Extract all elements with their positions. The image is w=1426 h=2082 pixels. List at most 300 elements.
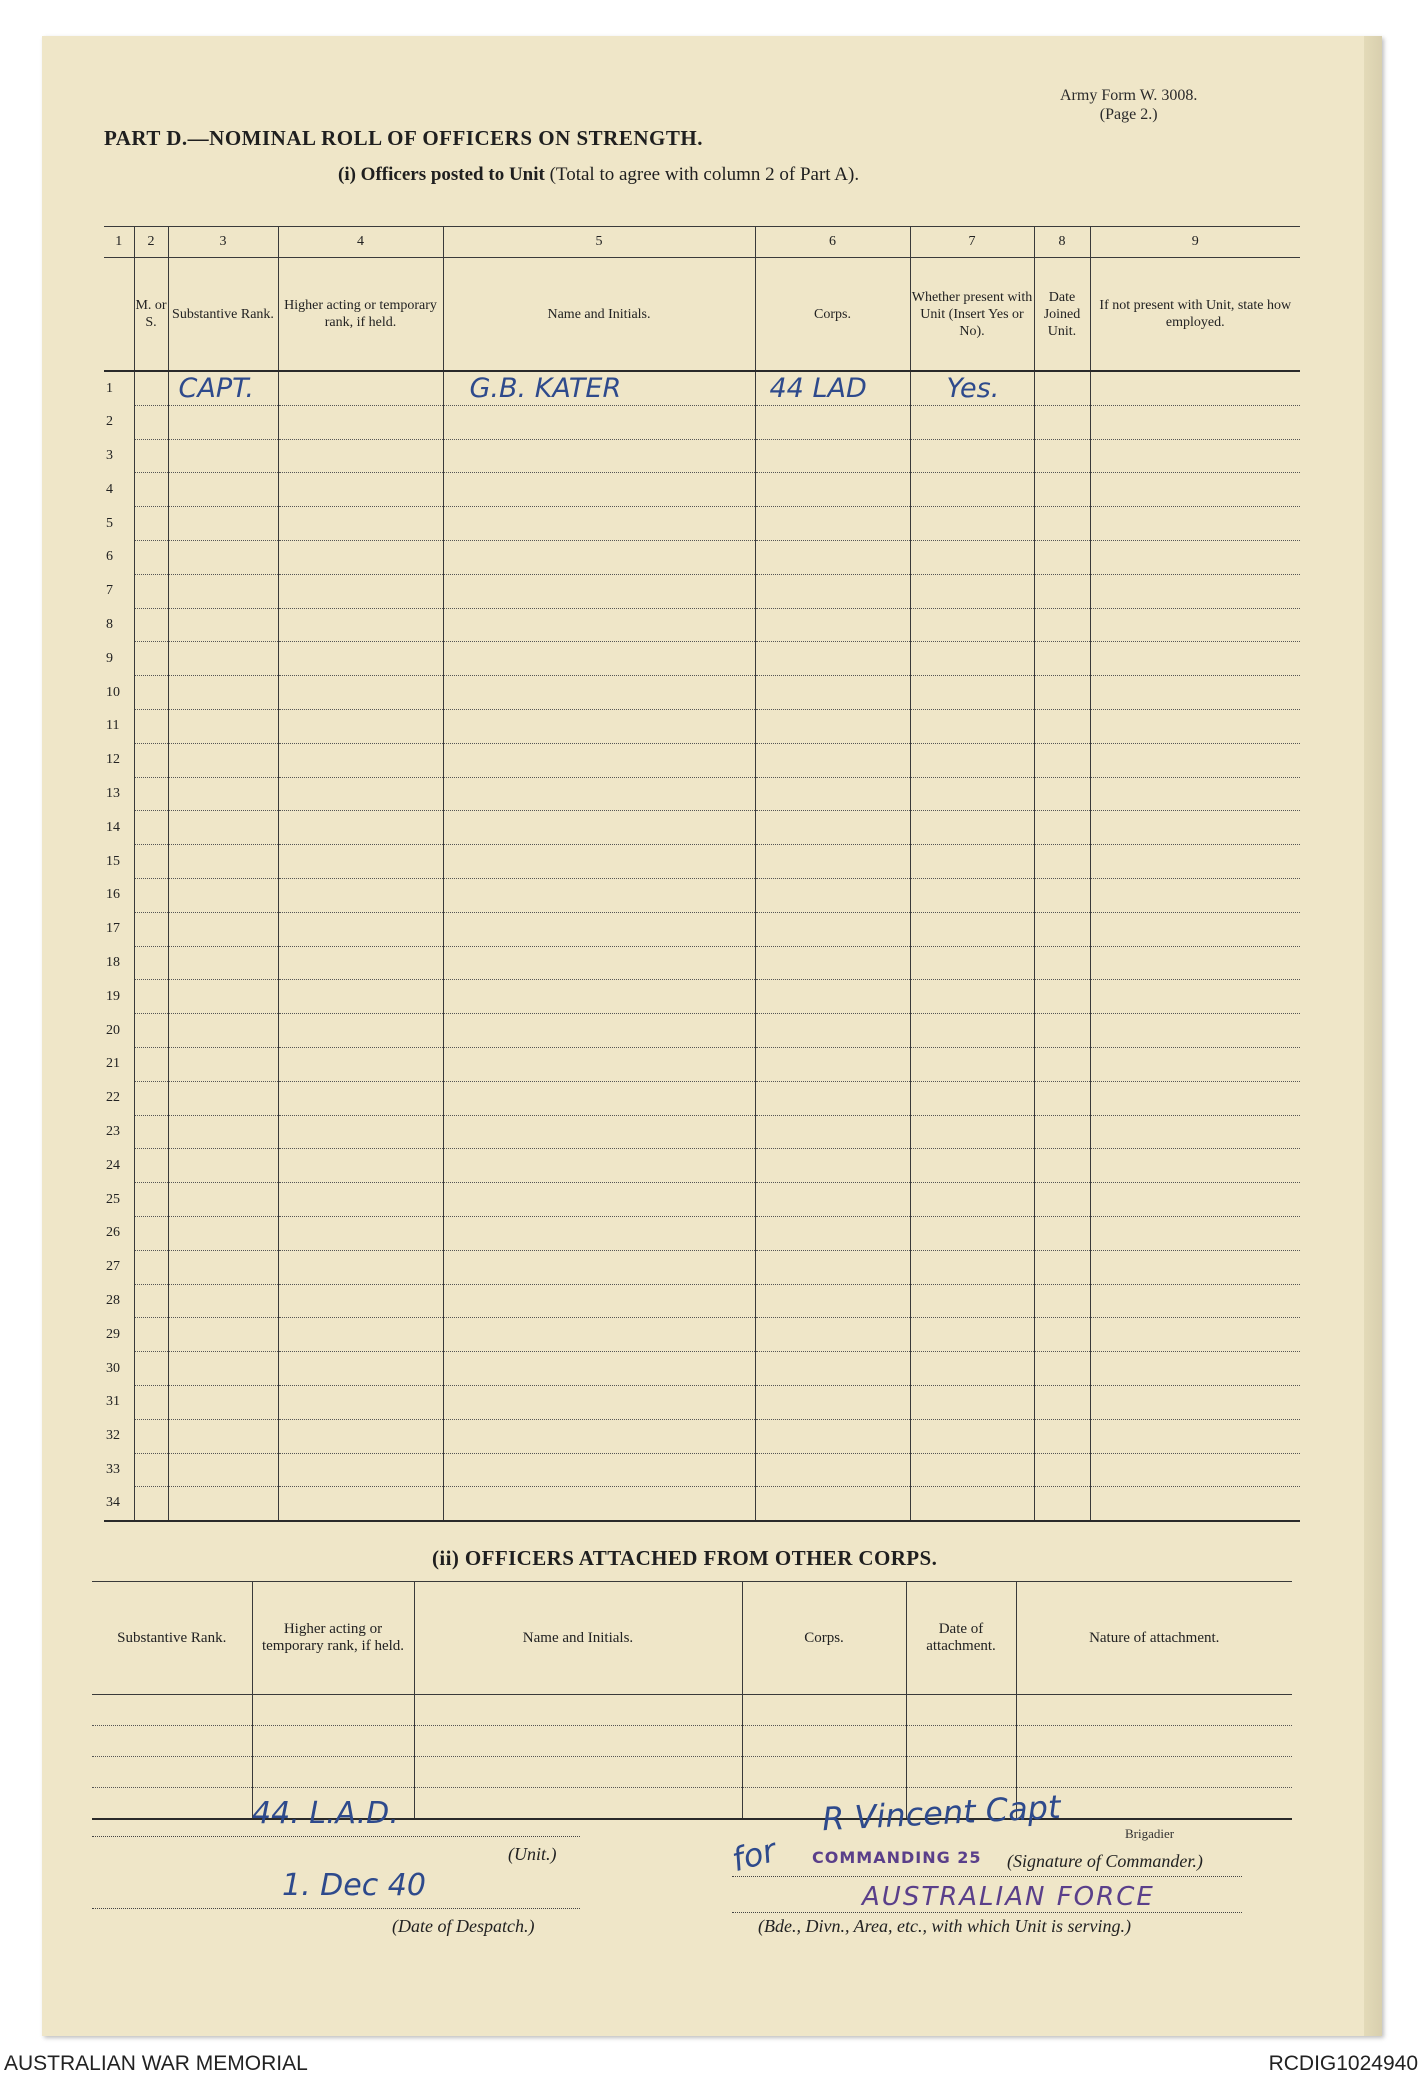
column-header: Name and Initials. <box>443 258 755 372</box>
column-number: 5 <box>443 227 755 258</box>
roll-cell-joined <box>1034 540 1090 574</box>
roll-cell-employed <box>1090 676 1300 710</box>
roll-cell-rank <box>168 811 278 845</box>
roll-cell-employed <box>1090 574 1300 608</box>
roll-cell-rank <box>168 1487 278 1521</box>
roll-cell-joined <box>1034 1216 1090 1250</box>
roll-cell-present <box>910 1419 1034 1453</box>
roll-cell-employed <box>1090 1385 1300 1419</box>
roll-cell-rank <box>168 1318 278 1352</box>
roll-cell-higher <box>278 811 443 845</box>
section1-prefix: (i) Officers posted to Unit <box>338 164 545 185</box>
despatch-value: 1. Dec 40 <box>282 1868 426 1903</box>
row-number: 27 <box>106 1259 120 1275</box>
nominal-roll-table <box>104 226 1300 1522</box>
roll-cell-name <box>443 1047 755 1081</box>
row-number: 28 <box>106 1292 120 1308</box>
roll-cell-corps <box>755 1216 910 1250</box>
roll-cell-name <box>443 1419 755 1453</box>
roll-cell-rank <box>168 676 278 710</box>
roll-cell-employed <box>1090 1216 1300 1250</box>
roll-cell-ms <box>134 980 168 1014</box>
unit-value: 44. L.A.D. <box>252 1796 399 1831</box>
signature-value: R Vincent Capt <box>821 1787 1062 1839</box>
roll-cell-rank <box>168 878 278 912</box>
roll-cell-rank <box>168 743 278 777</box>
roll-cell-higher <box>278 1149 443 1183</box>
row-number: 14 <box>106 819 120 835</box>
roll-cell-name <box>443 912 755 946</box>
roll-cell-ms <box>134 1318 168 1352</box>
roll-cell-corps <box>755 912 910 946</box>
roll-row <box>104 1419 1300 1453</box>
bde-line <box>732 1912 1242 1913</box>
roll-cell-employed <box>1090 777 1300 811</box>
roll-cell-name <box>443 439 755 473</box>
roll-row <box>104 878 1300 912</box>
roll-cell-joined <box>1034 1487 1090 1521</box>
roll-cell-present <box>910 1149 1034 1183</box>
roll-cell-joined <box>1034 642 1090 676</box>
roll-cell-rank <box>168 946 278 980</box>
roll-cell-joined <box>1034 1385 1090 1419</box>
roll-cell-higher <box>278 1284 443 1318</box>
roll-row <box>104 439 1300 473</box>
roll-cell-ms <box>134 439 168 473</box>
row-number: 33 <box>106 1461 120 1477</box>
column-number: 4 <box>278 227 443 258</box>
roll-cell-rank <box>168 642 278 676</box>
roll-row <box>104 1250 1300 1284</box>
roll-row <box>104 473 1300 507</box>
row-number: 7 <box>106 583 113 599</box>
roll-cell-rank <box>168 439 278 473</box>
row-number: 22 <box>106 1090 120 1106</box>
roll-cell-joined <box>1034 946 1090 980</box>
roll-cell-present <box>910 912 1034 946</box>
section1-title <box>338 164 859 186</box>
roll-cell-corps <box>755 946 910 980</box>
roll-cell-higher <box>278 507 443 541</box>
roll-cell-rank <box>168 1081 278 1115</box>
roll-cell-rank <box>168 405 278 439</box>
roll-cell-employed <box>1090 878 1300 912</box>
attach-cell <box>1016 1757 1292 1788</box>
roll-cell-joined <box>1034 912 1090 946</box>
roll-cell-corps <box>755 777 910 811</box>
roll-cell-corps <box>755 1318 910 1352</box>
roll-cell-ms <box>134 878 168 912</box>
roll-cell-rank <box>168 845 278 879</box>
roll-cell-employed <box>1090 1419 1300 1453</box>
attach-cell <box>414 1757 742 1788</box>
roll-cell-corps <box>755 1183 910 1217</box>
roll-cell-joined <box>1034 676 1090 710</box>
roll-cell-employed <box>1090 1250 1300 1284</box>
roll-cell-employed <box>1090 540 1300 574</box>
roll-cell-rank <box>168 540 278 574</box>
page-number: (Page 2.) <box>1099 106 1158 123</box>
row-number: 13 <box>106 785 120 801</box>
despatch-label: (Date of Despatch.) <box>392 1916 535 1936</box>
roll-cell-joined <box>1034 1352 1090 1386</box>
roll-cell-corps <box>755 1419 910 1453</box>
attach-cell <box>906 1726 1016 1757</box>
roll-cell-present <box>910 777 1034 811</box>
roll-cell-present <box>910 676 1034 710</box>
row-number: 19 <box>106 988 120 1004</box>
roll-cell-corps <box>755 980 910 1014</box>
roll-cell-employed <box>1090 1183 1300 1217</box>
stamp-line1: COMMANDING 25 <box>812 1848 982 1867</box>
roll-cell-name <box>443 507 755 541</box>
attach-column-header: Name and Initials. <box>414 1582 742 1695</box>
roll-cell-ms <box>134 540 168 574</box>
roll-cell-joined <box>1034 1183 1090 1217</box>
roll-cell-ms <box>134 1047 168 1081</box>
roll-row <box>104 1183 1300 1217</box>
roll-cell-ms <box>134 912 168 946</box>
roll-cell-corps <box>755 676 910 710</box>
roll-cell-joined <box>1034 1318 1090 1352</box>
roll-cell-corps <box>755 845 910 879</box>
roll-cell-joined <box>1034 1081 1090 1115</box>
roll-cell-ms <box>134 507 168 541</box>
roll-cell-higher <box>278 1419 443 1453</box>
roll-cell-joined <box>1034 1149 1090 1183</box>
roll-cell-ms <box>134 845 168 879</box>
attach-cell <box>252 1695 414 1726</box>
roll-cell-corps <box>755 743 910 777</box>
roll-cell-name <box>443 1487 755 1521</box>
roll-cell-higher <box>278 845 443 879</box>
roll-cell-name <box>443 608 755 642</box>
roll-cell-rank <box>168 1216 278 1250</box>
roll-cell-name <box>443 642 755 676</box>
attach-column-header: Date of attachment. <box>906 1582 1016 1695</box>
row-number: 3 <box>106 447 113 463</box>
roll-cell-employed <box>1090 1453 1300 1487</box>
roll-cell-corps <box>755 1047 910 1081</box>
attach-cell <box>414 1726 742 1757</box>
roll-row <box>104 676 1300 710</box>
row-number: 34 <box>104 1487 134 1521</box>
roll-row <box>104 912 1300 946</box>
roll-cell-higher <box>278 1352 443 1386</box>
roll-cell-present <box>910 1216 1034 1250</box>
roll-cell-name <box>443 1453 755 1487</box>
roll-cell-corps <box>755 1453 910 1487</box>
roll-cell-ms <box>134 405 168 439</box>
roll-cell-joined <box>1034 1250 1090 1284</box>
roll-cell-joined <box>1034 439 1090 473</box>
row-number: 12 <box>106 752 120 768</box>
roll-cell-name <box>443 1352 755 1386</box>
roll-cell-corps <box>755 574 910 608</box>
row-number: 10 <box>106 684 120 700</box>
roll-cell-rank: CAPT. <box>168 371 278 405</box>
form-reference <box>1060 86 1197 124</box>
attach-cell <box>742 1757 906 1788</box>
roll-cell-ms <box>134 777 168 811</box>
roll-row <box>104 777 1300 811</box>
roll-cell-joined <box>1034 980 1090 1014</box>
roll-cell-employed <box>1090 1318 1300 1352</box>
roll-cell-present <box>910 845 1034 879</box>
roll-cell-ms <box>134 574 168 608</box>
roll-cell-employed <box>1090 1115 1300 1149</box>
roll-cell-ms <box>134 608 168 642</box>
roll-cell-name <box>443 1385 755 1419</box>
roll-cell-rank <box>168 1352 278 1386</box>
roll-cell-name <box>443 709 755 743</box>
stamp-line2: AUSTRALIAN FORCE <box>862 1882 1155 1912</box>
roll-cell-employed <box>1090 845 1300 879</box>
column-number: 8 <box>1034 227 1090 258</box>
roll-cell-corps <box>755 439 910 473</box>
attach-cell <box>92 1695 252 1726</box>
roll-cell-present <box>910 980 1034 1014</box>
roll-cell-rank <box>168 574 278 608</box>
roll-cell-ms <box>134 642 168 676</box>
attach-column-header: Nature of attachment. <box>1016 1582 1292 1695</box>
roll-cell-higher <box>278 1250 443 1284</box>
roll-cell-higher <box>278 574 443 608</box>
roll-cell-ms <box>134 371 168 405</box>
roll-row <box>104 1487 1300 1521</box>
attach-column-header: Corps. <box>742 1582 906 1695</box>
roll-cell-present <box>910 642 1034 676</box>
roll-row <box>104 709 1300 743</box>
roll-cell-higher <box>278 676 443 710</box>
attach-cell <box>252 1757 414 1788</box>
roll-cell-higher <box>278 1487 443 1521</box>
attach-cell <box>1016 1726 1292 1757</box>
row-number: 2 <box>106 414 113 430</box>
column-header: M. or S. <box>134 258 168 372</box>
roll-cell-employed <box>1090 1081 1300 1115</box>
column-header: Substantive Rank. <box>168 258 278 372</box>
roll-cell-name <box>443 777 755 811</box>
roll-cell-rank <box>168 1047 278 1081</box>
roll-cell-joined <box>1034 473 1090 507</box>
roll-cell-employed <box>1090 371 1300 405</box>
roll-row <box>104 371 1300 405</box>
signature-for: for <box>727 1830 781 1880</box>
roll-cell-higher <box>278 1047 443 1081</box>
row-number: 15 <box>106 853 120 869</box>
column-header: Higher acting or temporary rank, if held. <box>278 258 443 372</box>
roll-cell-joined <box>1034 574 1090 608</box>
roll-cell-joined <box>1034 811 1090 845</box>
roll-cell-corps <box>755 1284 910 1318</box>
roll-row <box>104 1318 1300 1352</box>
roll-cell-name <box>443 1284 755 1318</box>
roll-cell-name <box>443 946 755 980</box>
roll-cell-ms <box>134 1014 168 1048</box>
roll-cell-corps <box>755 540 910 574</box>
roll-cell-corps <box>755 709 910 743</box>
roll-cell-name <box>443 574 755 608</box>
roll-cell-rank <box>168 912 278 946</box>
roll-cell-employed <box>1090 946 1300 980</box>
roll-cell-name <box>443 1216 755 1250</box>
roll-cell-employed <box>1090 1047 1300 1081</box>
roll-cell-present <box>910 574 1034 608</box>
attach-cell <box>742 1726 906 1757</box>
roll-row <box>104 1385 1300 1419</box>
roll-cell-name <box>443 743 755 777</box>
roll-cell-present <box>910 1081 1034 1115</box>
roll-cell-ms <box>134 1487 168 1521</box>
roll-row <box>104 540 1300 574</box>
roll-cell-higher <box>278 439 443 473</box>
attach-cell <box>92 1788 252 1820</box>
roll-cell-higher <box>278 1318 443 1352</box>
row-number: 17 <box>106 921 120 937</box>
roll-cell-higher <box>278 540 443 574</box>
roll-row <box>104 405 1300 439</box>
roll-cell-higher <box>278 1183 443 1217</box>
row-number: 8 <box>106 616 113 632</box>
roll-cell-ms <box>134 811 168 845</box>
roll-cell-employed <box>1090 811 1300 845</box>
roll-cell-higher <box>278 878 443 912</box>
row-number: 25 <box>106 1191 120 1207</box>
attach-cell <box>906 1695 1016 1726</box>
roll-cell-rank <box>168 1014 278 1048</box>
roll-cell-rank <box>168 777 278 811</box>
roll-cell-ms <box>134 1216 168 1250</box>
roll-cell-higher <box>278 1081 443 1115</box>
roll-cell-present <box>910 878 1034 912</box>
roll-cell-corps <box>755 473 910 507</box>
roll-cell-corps <box>755 1487 910 1521</box>
roll-cell-name <box>443 1183 755 1217</box>
roll-cell-employed <box>1090 473 1300 507</box>
roll-cell-higher <box>278 405 443 439</box>
roll-cell-present <box>910 811 1034 845</box>
column-number: 1 <box>104 227 134 258</box>
roll-cell-corps <box>755 811 910 845</box>
roll-cell-higher <box>278 608 443 642</box>
roll-cell-present <box>910 1115 1034 1149</box>
roll-cell-ms <box>134 946 168 980</box>
roll-cell-ms <box>134 709 168 743</box>
roll-cell-employed <box>1090 1487 1300 1521</box>
roll-cell-employed <box>1090 1014 1300 1048</box>
roll-row <box>104 1352 1300 1386</box>
roll-cell-name <box>443 1014 755 1048</box>
column-number: 7 <box>910 227 1034 258</box>
roll-cell-corps <box>755 1081 910 1115</box>
row-number: 6 <box>106 549 113 565</box>
roll-cell-employed <box>1090 912 1300 946</box>
roll-cell-joined <box>1034 405 1090 439</box>
attach-cell <box>92 1726 252 1757</box>
roll-cell-name <box>443 1149 755 1183</box>
roll-cell-employed <box>1090 507 1300 541</box>
caption-left: AUSTRALIAN WAR MEMORIAL <box>4 2052 308 2075</box>
row-number: 20 <box>106 1022 120 1038</box>
roll-cell-name <box>443 811 755 845</box>
roll-cell-joined <box>1034 845 1090 879</box>
roll-cell-ms <box>134 1183 168 1217</box>
roll-row <box>104 1453 1300 1487</box>
roll-cell-joined <box>1034 709 1090 743</box>
roll-cell-higher <box>278 1385 443 1419</box>
roll-cell-joined <box>1034 608 1090 642</box>
signature-label: (Signature of Commander.) <box>1007 1851 1203 1871</box>
caption-right: RCDIG1024940 <box>1268 2052 1418 2075</box>
roll-cell-joined <box>1034 777 1090 811</box>
roll-cell-ms <box>134 1385 168 1419</box>
roll-cell-name <box>443 473 755 507</box>
roll-cell-employed <box>1090 608 1300 642</box>
brigadier-label: Brigadier <box>1125 1826 1175 1841</box>
roll-cell-higher <box>278 709 443 743</box>
roll-cell-present <box>910 1284 1034 1318</box>
roll-cell-ms <box>134 1419 168 1453</box>
attach-cell <box>92 1757 252 1788</box>
paper-edge <box>1364 36 1382 2036</box>
roll-cell-ms <box>134 1149 168 1183</box>
column-header: Whether present with Unit (Insert Yes or No). <box>910 258 1034 372</box>
roll-cell-name <box>443 676 755 710</box>
row-number: 16 <box>106 887 120 903</box>
roll-cell-rank <box>168 1419 278 1453</box>
roll-cell-present <box>910 709 1034 743</box>
row-number: 32 <box>106 1428 120 1444</box>
roll-cell-higher <box>278 980 443 1014</box>
despatch-line <box>92 1908 580 1909</box>
part-title: PART D.—NOMINAL ROLL OF OFFICERS ON STRENGTH. <box>104 126 703 150</box>
roll-cell-employed <box>1090 405 1300 439</box>
roll-cell-corps <box>755 405 910 439</box>
roll-row <box>104 980 1300 1014</box>
roll-cell-ms <box>134 1453 168 1487</box>
roll-row <box>104 743 1300 777</box>
roll-cell-name: G.B. KATER <box>443 371 755 405</box>
roll-cell-corps <box>755 1352 910 1386</box>
roll-cell-rank <box>168 980 278 1014</box>
roll-row <box>104 1216 1300 1250</box>
roll-cell-name <box>443 845 755 879</box>
row-number: 29 <box>106 1326 120 1342</box>
column-header: Corps. <box>755 258 910 372</box>
roll-cell-employed <box>1090 439 1300 473</box>
roll-cell-present <box>910 1014 1034 1048</box>
column-header: Date Joined Unit. <box>1034 258 1090 372</box>
column-number: 9 <box>1090 227 1300 258</box>
row-number: 31 <box>106 1394 120 1410</box>
roll-cell-rank <box>168 1183 278 1217</box>
roll-cell-name <box>443 1115 755 1149</box>
attach-cell <box>414 1788 742 1820</box>
row-number: 24 <box>106 1157 120 1173</box>
section1-note: (Total to agree with column 2 of Part A). <box>549 164 860 185</box>
roll-cell-corps <box>755 608 910 642</box>
roll-cell-joined <box>1034 743 1090 777</box>
roll-cell-corps <box>755 1385 910 1419</box>
roll-cell-name <box>443 405 755 439</box>
roll-cell-employed <box>1090 709 1300 743</box>
attach-cell <box>252 1726 414 1757</box>
roll-cell-present <box>910 473 1034 507</box>
section2-title: (ii) OFFICERS ATTACHED FROM OTHER CORPS. <box>432 1546 938 1570</box>
roll-cell-higher <box>278 946 443 980</box>
roll-cell-present <box>910 1453 1034 1487</box>
